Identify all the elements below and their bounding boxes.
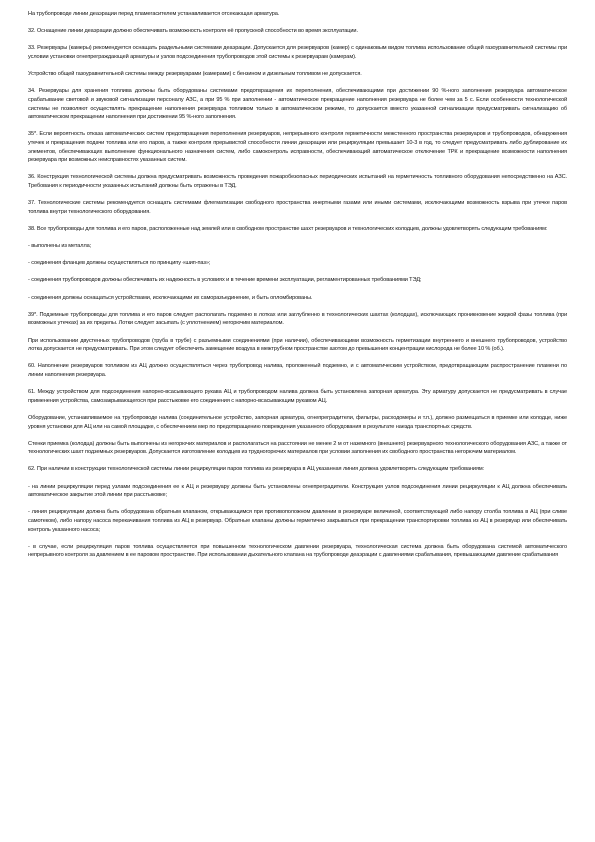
paragraph-61: 61. Между устройством для подсоединения напорно-всасывающего рукава АЦ и трубопроводом налива должна быть установлена запорная арматура. Эту арматуру допускается не предусматривать в случае применения устройства, самозакрывающегося при расстыковке его соединения с напорно-всасывающим рукавом АЦ. [28,389,567,404]
paragraph-35: 35*. Если вероятность отказа автоматических систем предотвращения переполнения резервуаров, непрерывного контроля герметичности межстенного пространства резервуаров и трубопроводов, обнаружения утечек и прекращения подачи топлива или его паров, а также контроля прерывистой способности линии деаэрации или рециркуляции превышает 10-3 в год, то следует предусматривать либо дублирование их элементов, обеспечивающих выполнение функционального назначения систем, либо самоконтроль исправности, обеспечивающий автоматическое отключение ТРК и прекращение возможности наполнения резервуара при возможных неисправностях указанных систем. [28,131,567,164]
paragraph-39: 39*. Подземные трубопроводы для топлива и его паров следует располагать подземно в лотках или заглубленно в технологических шахтах (колодцах), исключающих проникновение жидкой фазы топлива (при возможных утечках) за их пределы. Лотки следует засыпать (с уплотнением) негорючим материалом. [28,311,567,327]
paragraph-deaeration-valve: На трубопроводе линии деаэрации перед пламегасителем устанавливается отсекающая арматура. [28,11,280,17]
list-item-check-valve: - линия рециркуляции должна быть оборудована обратным клапаном, открывающимся при противоположном давлении в резервуаре величиной, соответствующей либо напору столба топлива в АЦ (при сливе самотеком), либо напору насоса перекачивания топлива из АЦ в резервуар. Обратные клапаны должны герметично закрываться при прекращении транспортировки топлива из АЦ в резервуар или обеспечивать контроль указанного насоса; [28,509,567,533]
list-item-connections-reliability: - соединения трубопроводов должны обеспечивать их надежность в условиях и в течение времени эксплуатации, регламентированных требованиями ТЭД; [28,277,422,284]
paragraph-60: 60. Наполнение резервуаров топливом из АЦ должно осуществляться через трубопровод налива, проложенный подземно, и с автоматическим устройством, предотвращающим распространение пламени по линии наполнения резервуара. [28,363,567,378]
list-item-metal: - выполнены из металла; [28,243,92,250]
paragraph-33: 33. Резервуары (камеры) рекомендуется оснащать раздельными системами деаэрации. Допускается для резервуаров (камер) с одинаковым видом топлива использование общей газоуравнительной системы при условии установки огнепреграждающей арматуры и узлов подсоединения трубопроводов этой системы к резервуарам (камерам). [28,45,567,60]
paragraph-38: 38. Все трубопроводы для топлива и его паров, расположенные над землей или в свободном пространстве шахт резервуаров и технологических колодцев, должны удовлетворять следующим требованиям: [28,225,548,232]
paragraph-37: 37. Технологические системы рекомендуется оснащать системами флегматизации свободного пространства инертными газами или иными системами, исключающими возможность взрыва при утечке паров топлива внутри технологического оборудования. [28,200,567,215]
list-item-flame-arresters: - на линии рециркуляции перед узлами подсоединения ее к АЦ и резервуару должны быть установлены огнепреградители. Конструкция узлов подсоединения линии рециркуляции к АЦ должна обеспечивать автоматическое закрытие этой линии при расстыковке; [28,483,567,499]
paragraph-32: 32. Оснащение линии деаэрации должно обеспечивать возможность контроля её пропускной способности во время эксплуатации. [28,28,358,35]
paragraph-gas-system-restriction: Устройство общей газоуравнительной системы между резервуарами (камерами) с бензином и дизельным топливом не допускается. [28,71,362,78]
paragraph-62: 62. При наличии в конструкции технологической системы линии рециркуляции паров топлива из резервуара в АЦ указанная линия должна удовлетворять следующим требованиям: [28,466,485,473]
paragraph-36: 36. Конструкция технологической системы должна предусматривать возможность проведения пожаробезопасных периодических испытаний на герметичность топливного оборудования непосредственно на АЗС. Требования к периодичности указанных испытаний должны быть отражены в ТЭД. [28,174,567,189]
paragraph-fill-equipment: Оборудование, устанавливаемое на трубопроводе налива (соединительное устройство, запорная арматура, огнепреградители, фильтры, расходомеры и т.п.), должно размещаться в приемке или колодце, ниже уровня установки для АЦ или на самой площадке, с обеспечением мер по предотвращению повреждения указанного оборудования в результате наезда транспортных средств. [28,414,567,430]
list-item-flanges: - соединения фланцев должны осуществляться по принципу «шип-паз»; [28,260,211,267]
paragraph-well-walls: Стенки приемка (колодца) должны быть выполнены из негорючих материалов и располагаться на расстоянии не менее 2 м от наземного (внешнего) резервуарного технологического оборудования АЗС, а также от технологических шахт подземных резервуаров. Допускается изготовление колодцев из трудногорючих материалов при условии заполнения их свободного пространства негорючим материалом. [28,440,567,456]
list-item-pressure-control: - в случае, если рециркуляция паров топлива осуществляется при повышенном технологическом давлении резервуара, технологическая система должна быть оборудована системой автоматического непрерывного контроля за давлением в ее паровом пространстве. При использовании дыхательного клапана на трубопроводе деаэрации с давлениями срабатывания, превышающими давление срабатывания [28,543,567,559]
list-item-connections-sealed: - соединения должны оснащаться устройствами, исключающими их саморазъединение, и быть опломбированы. [28,294,313,301]
paragraph-34: 34. Резервуары для хранения топлива должны быть оборудованы системами предотвращения их переполнения, обеспечивающими при достижении 90 %-ного заполнения резервуара автоматическое срабатывание световой и звуковой сигнализации персоналу АЗС, а при 95 % при заполнении - автоматическое прекращение наполнения резервуара не более чем за 5 с. Если особенности технологической системы не позволяют осуществлять прекращение наполнения резервуара топливом только в автоматическом режиме, то допускается вместо указанной сигнализации предусматривать сигнализацию об автоматическом прекращении наполнения при достижении 95 %-ного заполнения. [28,88,567,121]
paragraph-double-wall-pipes: При использовании двустенных трубопроводов (труба в трубе) с разъемными соединениями (при наличии), обеспечивающими возможность герметизации внутреннего и внешнего трубопроводов, устройство лотка допускается не предусматривать. При этом следует обеспечить замещение воздуха в межтрубном пространстве азотом до превышения концентрации кислорода не более 10 % (об.). [28,337,567,353]
